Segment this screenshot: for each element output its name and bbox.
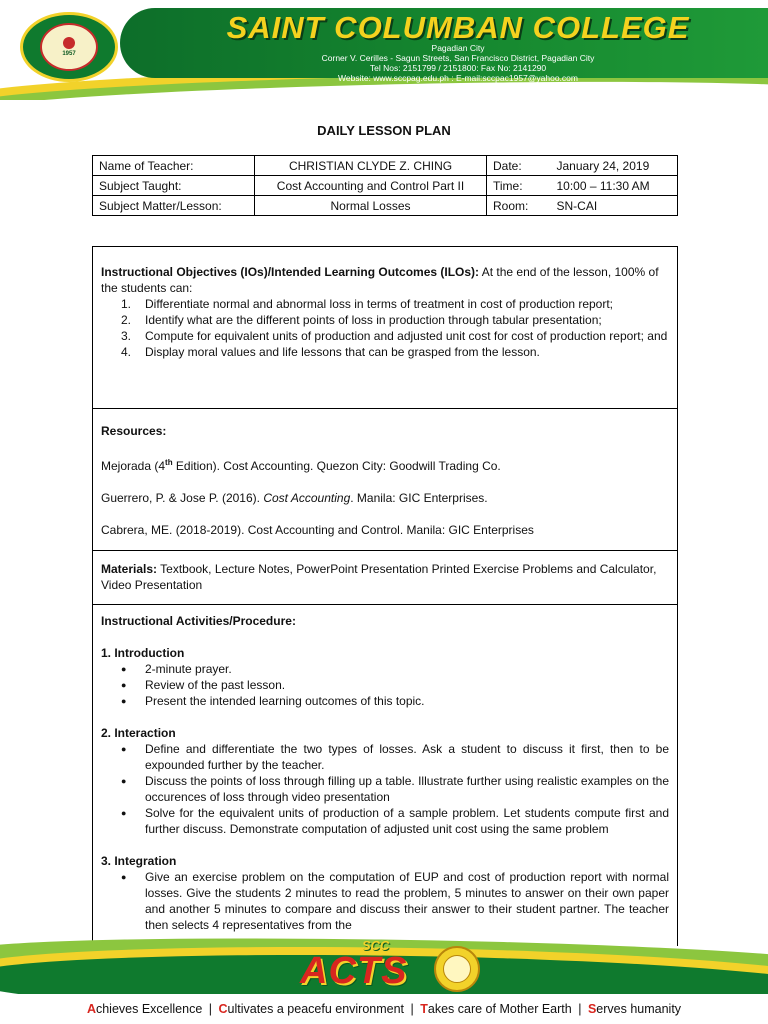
school-phones: Tel Nos: 2151799 / 2151800: Fax No: 2141290 [369,63,547,73]
resources-heading: Resources: [101,424,167,438]
date-label: Date: [487,156,545,176]
lesson-info-table [92,155,678,216]
bullet-icon: ● [121,744,127,754]
objective-text: Display moral values and life lessons that can be grasped from the lesson. [145,345,540,359]
school-web: Website: www.sccpag.edu.ph : E-mail:sccpac1957@yahoo.com [338,73,578,83]
bullet-icon: ● [121,696,127,706]
materials-text: Textbook, Lecture Notes, PowerPoint Presentation Printed Exercise Problems and Calculator, Video Presentation [101,562,657,592]
bullet-icon: ● [121,872,127,882]
letterhead [0,0,768,100]
school-seal-icon [434,946,480,992]
table-row [93,156,678,176]
footer-banner [0,930,768,1024]
list-item: ● Define and differentiate the two types of losses. Ask a student to discuss it first, then to be expounded further by the teacher. [121,742,669,772]
step-title: 1. Introduction [101,646,185,660]
list-item: ● Give an exercise problem on the computation of EUP and cost of production report with normal losses. Give the students 2 minutes to read the problem, 5 minutes to answer on their own paper and another 5 minutes to compare and discuss their answer to their student partner. The teacher then selects 4 representatives from the [121,870,669,932]
materials-section [93,551,677,605]
school-contact-info [178,43,738,83]
reference-1: Mejorada (4th Edition). Cost Accounting. Quezon City: Goodwill Trading Co. [101,458,501,473]
table-row [93,196,678,216]
lesson-plan-body [92,246,678,946]
table-row [93,176,678,196]
bullet-icon: ● [121,664,127,674]
step-title: 3. Integration [101,854,177,868]
room-value: SN-CAI [556,198,598,213]
list-item: ● Present the intended learning outcomes of this topic. [121,694,425,708]
objective-text: Differentiate normal and abnormal loss in terms of treatment in cost of production report; [145,297,614,311]
school-name: SAINT COLUMBAN COLLEGE [226,10,690,45]
list-item: 3. Compute for equivalent units of production and adjusted unit cost for cost of production report; and [121,329,668,343]
subject-label: Subject Taught: [93,176,255,196]
matter-label: Subject Matter/Lesson: [93,196,255,216]
room-label: Room: [487,196,545,216]
time-label: Time: [487,176,545,196]
step-title: 2. Interaction [101,726,176,740]
list-item: ● Discuss the points of loss through filling up a table. Illustrate further using realistic examples on the occurences of loss through video presentation [121,774,669,804]
document-title: DAILY LESSON PLAN [317,123,451,138]
activities-heading: Instructional Activities/Procedure: [101,614,296,628]
list-item: 4. Display moral values and life lessons that can be grasped from the lesson. [121,345,540,359]
integration-list [121,869,669,933]
time-cell [545,176,678,196]
time-value: 10:00 – 11:30 AM [556,178,650,193]
step-integration [101,853,669,933]
objectives-heading: Instructional Objectives (IOs)/Intended Learning Outcomes (ILOs): [101,265,480,279]
activities-section [93,605,677,933]
objective-text: Compute for equivalent units of production and adjusted unit cost for cost of production report; and [145,329,668,343]
teacher-value: CHRISTIAN CLYDE Z. CHING [255,156,487,176]
objectives-list [121,296,669,360]
bullet-icon: ● [121,776,127,786]
logo-year: 1957 [62,51,76,57]
step-interaction [101,725,669,837]
objectives-intro [101,264,669,296]
step-introduction [101,645,669,709]
resources-section [93,409,677,551]
bullet-icon: ● [121,808,127,818]
list-item: ● Solve for the equivalent units of production of a sample problem. Let students compute first and further discuss. Demonstrate computation of adjusted unit cost using the same problem [121,806,669,836]
list-item: 1. Differentiate normal and abnormal loss in terms of treatment in cost of production report; [121,297,614,311]
list-item: ● Review of the past lesson. [121,678,286,692]
acts-word: ACTS [300,950,408,992]
date-cell [545,156,678,176]
teacher-label: Name of Teacher: [93,156,255,176]
matter-value: Normal Losses [255,196,487,216]
room-cell [545,196,678,216]
subject-value: Cost Accounting and Control Part II [255,176,487,196]
acts-small-text: SCC [362,938,390,953]
objective-text: Identify what are the different points of loss in production through tabular presentation; [145,313,602,327]
list-item: ● 2-minute prayer. [121,662,232,676]
introduction-list [121,661,669,709]
date-value: January 24, 2019 [556,158,650,173]
reference-3: Cabrera, ME. (2018-2019). Cost Accounting and Control. Manila: GIC Enterprises [101,523,534,537]
interaction-list [121,741,669,837]
school-address: Corner V. Cerilles - Sagun Streets, San Francisco District, Pagadian City [321,53,595,63]
list-item: 2. Identify what are the different points of loss in production through tabular presentation; [121,313,602,327]
bullet-icon: ● [121,680,127,690]
school-motto: Achieves Excellence | Cultivates a peacefu environment | Takes care of Mother Earth | Serves humanity [86,1002,682,1016]
objectives-section [93,247,677,409]
school-logo-icon [20,12,118,82]
reference-2: Guerrero, P. & Jose P. (2016). Cost Accounting. Manila: GIC Enterprises. [101,491,488,505]
school-city: Pagadian City [431,43,485,53]
objectives-intro-text: At the end of the lesson, 100% of the students can: [101,265,659,295]
materials-heading: Materials: [101,562,158,576]
